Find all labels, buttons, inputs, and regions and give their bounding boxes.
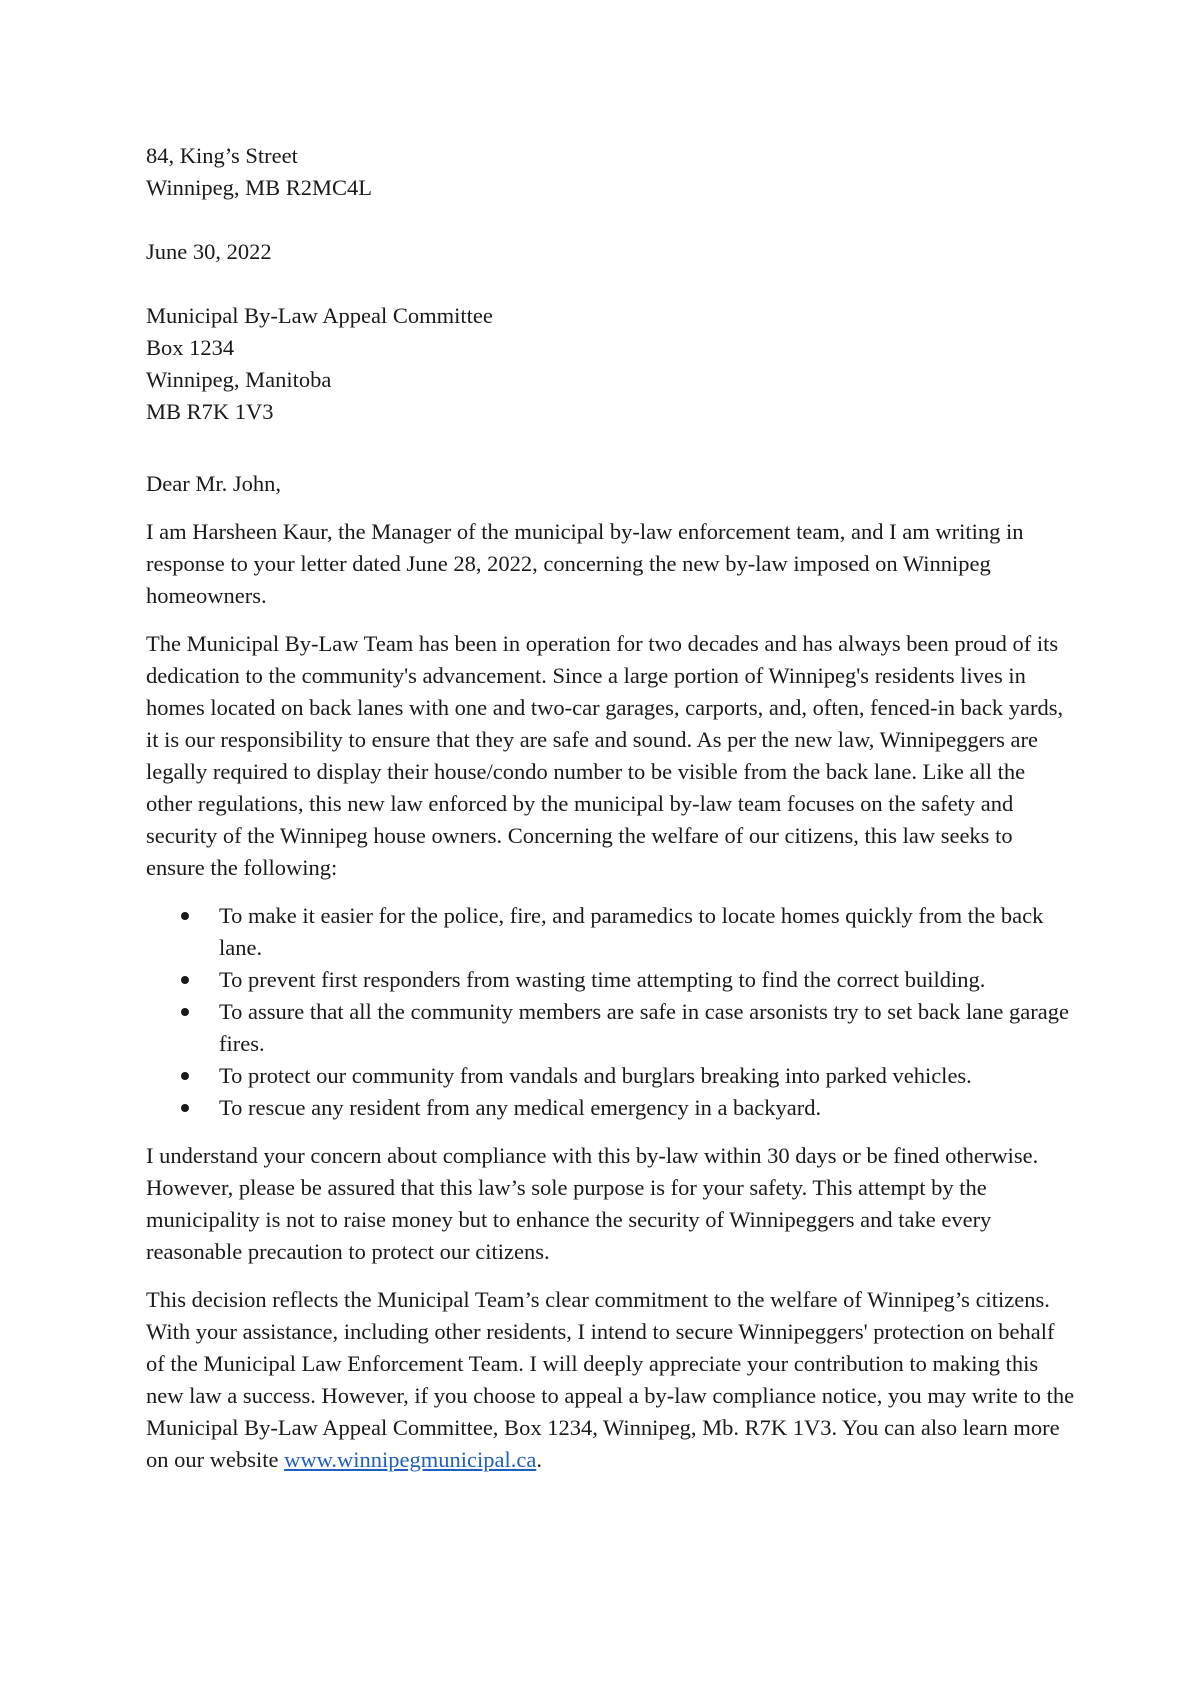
- website-link[interactable]: www.winnipegmunicipal.ca: [284, 1447, 537, 1472]
- sender-address: [146, 140, 1076, 204]
- paragraph-closing-text: This decision reflects the Municipal Team’s clear commitment to the welfare of Winnipeg’s citizens. With your assistance, including other residents, I intend to secure Winnipeggers' protection on behalf of the Municipal Law Enforcement Team. I will deeply appreciate your contribution to making this new law a success. However, if you choose to appeal a by-law compliance notice, you may write to the Municipal By-Law Appeal Committee, Box 1234, Winnipeg, Mb. R7K 1V3. You can also learn more on our website: [146, 1287, 1075, 1472]
- paragraph-background: The Municipal By-Law Team has been in operation for two decades and has always been proud of its dedication to the community's advancement. Since a large portion of Winnipeg's residents lives in homes located on back lanes with one and two-car garages, carports, and, often, fenced-in back yards, it is our responsibility to ensure that they are safe and sound. As per the new law, Winnipeggers are legally required to display their house/condo number to be visible from the back lane. Like all the other regulations, this new law enforced by the municipal by-law team focuses on the safety and security of the Winnipeg house owners. Concerning the welfare of our citizens, this law seeks to ensure the following:: [146, 631, 1064, 880]
- recipient-postal: MB R7K 1V3: [146, 399, 274, 424]
- recipient-box: Box 1234: [146, 335, 235, 360]
- list-item: To rescue any resident from any medical emergency in a backyard.: [219, 1092, 1076, 1124]
- list-item: To prevent first responders from wasting time attempting to find the correct building.: [219, 964, 1076, 996]
- law-goals-list: [146, 900, 1076, 1124]
- recipient-city: Winnipeg, Manitoba: [146, 367, 332, 392]
- list-item: To protect our community from vandals and burglars breaking into parked vehicles.: [219, 1060, 1076, 1092]
- paragraph-compliance: I understand your concern about compliance with this by-law within 30 days or be fined otherwise. However, please be assured that this law’s sole purpose is for your safety. This attempt by the municipality is not to raise money but to enhance the security of Winnipeggers and take every reasonable precaution to protect our citizens.: [146, 1143, 1039, 1264]
- closing-period: .: [536, 1447, 542, 1472]
- letter-page: [146, 140, 1076, 1492]
- sender-address-line2: Winnipeg, MB R2MC4L: [146, 175, 372, 200]
- list-item: To make it easier for the police, fire, and paramedics to locate homes quickly from the back lane.: [219, 900, 1076, 964]
- salutation: [146, 468, 1076, 500]
- salutation-text: Dear Mr. John,: [146, 471, 281, 496]
- letter-date: [146, 236, 1076, 268]
- list-item: To assure that all the community members are safe in case arsonists try to set back lane garage fires.: [219, 996, 1076, 1060]
- recipient-address: [146, 300, 1076, 428]
- date-text: June 30, 2022: [146, 239, 272, 264]
- paragraph-intro: I am Harsheen Kaur, the Manager of the municipal by-law enforcement team, and I am writing in response to your letter dated June 28, 2022, concerning the new by-law imposed on Winnipeg homeowners.: [146, 519, 1024, 608]
- sender-address-line1: 84, King’s Street: [146, 143, 298, 168]
- recipient-name: Municipal By-Law Appeal Committee: [146, 303, 493, 328]
- paragraph-closing: [146, 1284, 1076, 1476]
